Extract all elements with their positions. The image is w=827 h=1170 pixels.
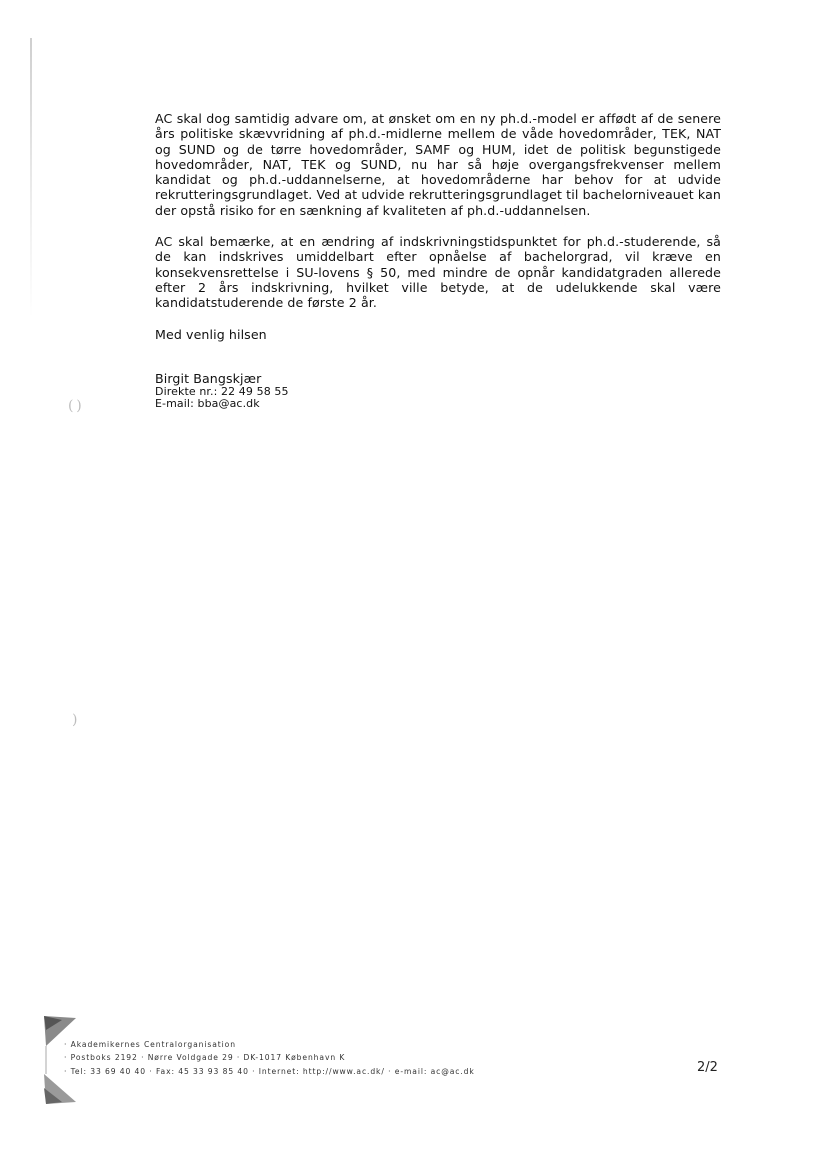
scan-smudge: ) [72,712,78,728]
scan-edge [30,38,32,318]
footer-org: · Akademikernes Centralorganisation [64,1040,236,1049]
footer-contact: · Tel: 33 69 40 40 · Fax: 45 33 93 85 40 · Internet: http://www.ac.dk/ · e-mail: ac@ac.dk [64,1066,475,1076]
scan-smudge: ( ) [68,398,82,414]
closing: Med venlig hilsen [155,326,267,342]
footer-address [64,1038,475,1078]
direct-number: Direkte nr.: 22 49 58 55 [155,384,289,398]
letter-body [155,111,721,411]
page-number: 2/2 [697,1060,718,1075]
signer-name: Birgit Bangskjær [155,370,262,386]
footer-postal: · Postboks 2192 · Nørre Voldgade 29 · DK-1017 København K [64,1053,346,1063]
paragraph: AC skal dog samtidig advare om, at ønsket om en ny ph.d.-model er affødt af de senere års politiske skævvridning af ph.d.-midlerne mellem de våde hovedområder, TEK, NAT og SUND og de tørre hovedområder, SAMF og HUM, idet de politisk begunstigede hovedområder, NAT, TEK og SUND, nu har så høje overgangsfrekvenser mellem kandidat og ph.d.-uddannelserne, at hovedområderne har behov for at udvide rekrutteringsgrundlaget. Ved at udvide rekrutteringsgrundlaget til bachelorniveauet kan der opstå risiko for en sænkning af kvaliteten af ph.d.-uddannelsen. [155,111,721,218]
footer [44,1016,744,1106]
paragraph: AC skal bemærke, at en ændring af indskrivningstidspunktet for ph.d.-studerende, så de kan indskrives umiddelbart efter opnåelse af bachelorgrad, vil kræve en konsekvensrettelse i SU-lovens § 50, med mindre de opnår kandidatgraden allerede efter 2 års indskrivning, hvilket ville betyde, at de udelukkende skal være kandidatstuderende de første 2 år. [155,234,721,311]
signer-email: E-mail: bba@ac.dk [155,397,260,411]
signature-block [155,372,721,411]
